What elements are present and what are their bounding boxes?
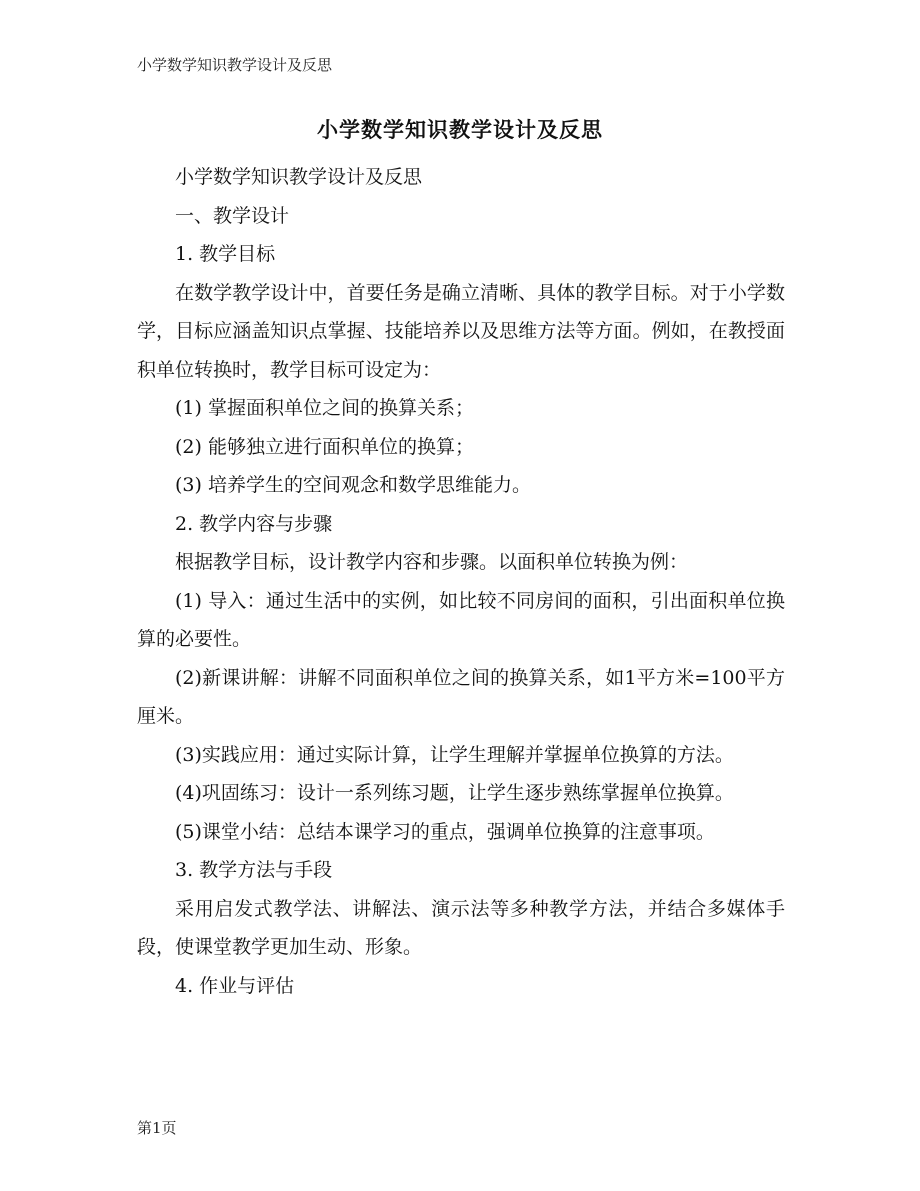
subsection-heading: 3. 教学方法与手段 [175,859,333,881]
list-item: (3)实践应用：通过实际计算，让学生理解并掌握单位换算的方法。 [175,743,734,766]
paragraph: 小学数学知识教学设计及反思 [175,166,423,188]
subsection-heading: 2. 教学内容与步骤 [175,512,333,535]
list-item: (3) 培养学生的空间观念和数学思维能力。 [175,474,531,496]
document-body [137,158,785,1005]
list-item: (2)新课讲解：讲解不同面积单位之间的换算关系，如1平方米=100平方厘米。 [137,666,785,727]
paragraph: 在数学教学设计中，首要任务是确立清晰、具体的教学目标。对于小学数学，目标应涵盖知识点掌握、技能培养以及思维方法等方面。例如，在教授面积单位转换时，教学目标可设定为： [137,281,785,381]
list-item: (1) 掌握面积单位之间的换算关系； [175,397,474,419]
subsection-heading: 4. 作业与评估 [175,974,295,997]
list-item: (1) 导入：通过生活中的实例，如比较不同房间的面积，引出面积单位换算的必要性。 [137,589,785,650]
running-header: 小学数学知识教学设计及反思 [137,56,333,74]
paragraph: 采用启发式教学法、讲解法、演示法等多种教学方法，并结合多媒体手段，使课堂教学更加生动、形象。 [137,897,785,958]
document-title: 小学数学知识教学设计及反思 [317,117,603,142]
paragraph: 根据教学目标，设计教学内容和步骤。以面积单位转换为例： [175,551,689,573]
page-number: 第1页 [137,1119,177,1137]
list-item: (4)巩固练习：设计一系列练习题，让学生逐步熟练掌握单位换算。 [175,782,734,804]
section-heading: 一、教学设计 [175,204,290,227]
list-item: (5)课堂小结：总结本课学习的重点，强调单位换算的注意事项。 [175,820,715,843]
subsection-heading: 1. 教学目标 [175,243,276,265]
list-item: (2) 能够独立进行面积单位的换算； [175,435,474,458]
